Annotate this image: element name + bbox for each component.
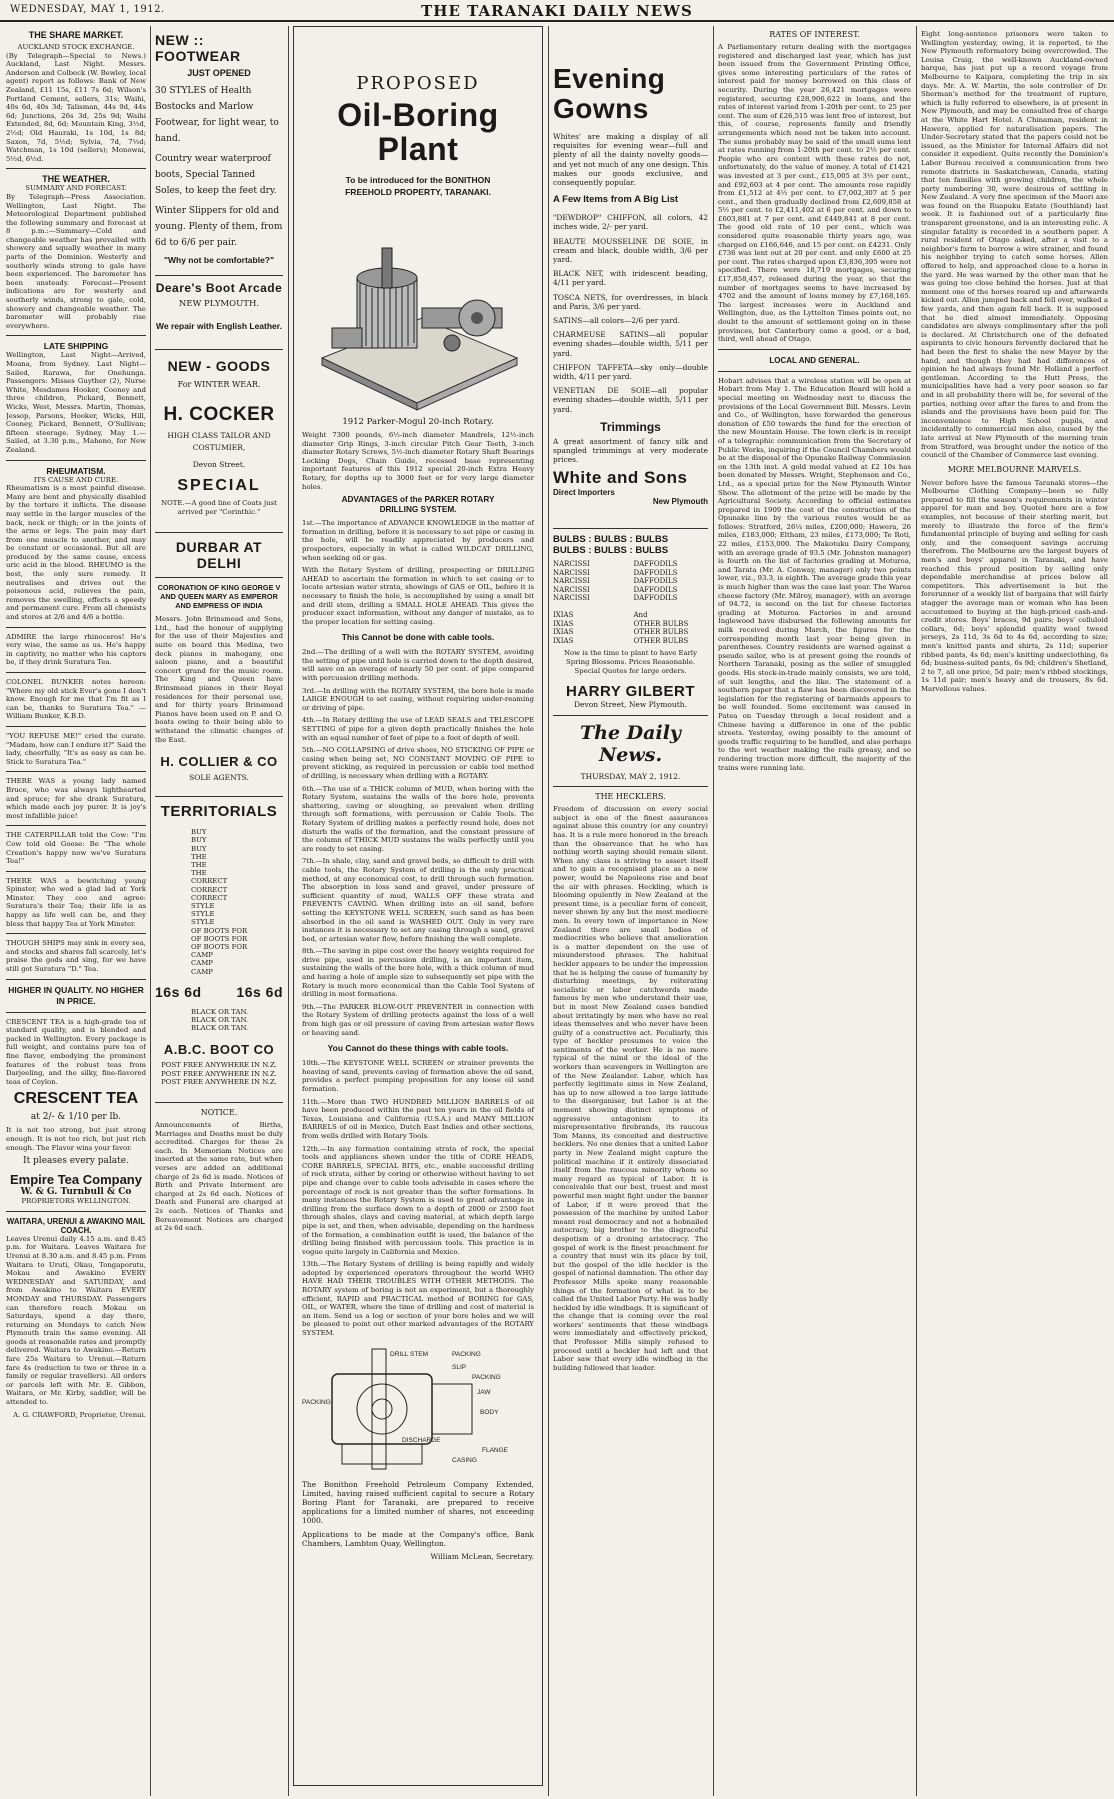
price-left: 16s 6d	[155, 983, 202, 1000]
crescent-price: at 2/- & 1/10 per lb.	[30, 1112, 122, 1123]
news-body-b: Never before have the famous Taranaki stores—the Melbourne Clothing Company—been so fully prepared to fill the season's requirements in winter apparel for man and boy. Quoted here are a few examples, not because of their sterling merit, but merely to illustrate the force of the firm's fundamental principle of buying and selling for cash only, and the consequent savings accruing therefrom. The Melbourne are the largest buyers of men's and boys' apparel in Taranaki, and have reached this proud position by selling only dependable merchandise at prices below all competitors. This advertisement is but the forerunner of a weekly list of bargains that will fairly stagger the average man or woman who has been accustomed to buying at the high-priced cash-and-credit stores. Boys' braces, 9d pairs; boys' celluloid collars, 6d; boys' splendid quality wool tweed jerseys, 2s 11d, 3s 6d to 4s 6d, according to size; men's knitted pants and shirts, 2s 11d; superior ribbed pants, 4s 6d; men's knitting underclothing, 6s 6d; business-suited pants, 6s 9d; children's Shetland, 2 to 7, all one price, 5d pair; men's ribbed stockings, 1s 11d pair; men's heavy and de trousers, 8s 6d. Marvellous values.	[921, 478, 1108, 693]
abc-title: A.B.C. BOOT CO	[163, 1042, 275, 1058]
bulb-left: NARCISSI	[553, 577, 590, 586]
durbar-body: Messrs. John Brinsmead and Sons, Ltd., had the honour of supplying for the use of their Majesties and suite on board this Medina, two deck pianos in mahogany, one saloon piano, and a beautiful concert grand for the music room. The King and Queen have Brinsmead pianos in their Royal residences for their personal use, and for thirty years Brinsmead Pianos have been used on P. and O. boats owing to their being able to withstand the climatic changes of the East.	[155, 615, 283, 744]
ad-signer: William McLean, Secretary.	[430, 1552, 534, 1562]
gilbert-name: HARRY GILBERT	[565, 683, 695, 701]
notice-title: NOTICE.	[200, 1107, 238, 1117]
rates-title: RATES OF INTEREST.	[769, 30, 860, 39]
deare-place: NEW PLYMOUTH.	[178, 299, 260, 309]
cocker-name: H. COCKER	[163, 404, 275, 425]
cocker-place: Devon Street.	[192, 460, 246, 469]
advantage-item: 3rd.—In drilling with the ROTARY SYSTEM, the bore hole is made LARGE ENOUGH to set casing, without requiring under-reaming or driving of pipe.	[302, 686, 534, 712]
hecklers-title: THE HECKLERS.	[595, 792, 666, 802]
bulb-right: OTHER BULBS	[633, 619, 689, 628]
bulb-right: DAFFODILS	[633, 577, 678, 586]
masthead	[0, 0, 1114, 22]
gown-item: CHIFFON TAFFETA—sky only—double width, 4/11 per yard.	[553, 362, 708, 382]
advantage-item: 13th.—The Rotary System of drilling is being rapidly and widely adopted by experienced operators throughout the world WHO HAVE HAD THEIR TROUBLES WITH OTHER METHODS. The ROTARY system of boring is not an experiment, but a thoroughly efficient, RAPID and PRACTICAL method of BORING for GAS, OIL, or WATER, where the time of drilling and cost of material is an item. Send us a log or section of your bore holes and we will be pleased to point out other marked advantages of the ROTARY SYSTEM.	[302, 1260, 534, 1338]
cocker-role: HIGH CLASS TAILOR AND COSTUMIER,	[167, 431, 271, 452]
column-rule	[150, 26, 151, 1796]
territorials-line: STYLE	[191, 901, 215, 910]
column-rule	[713, 26, 714, 1796]
territorials-line: CORRECT	[191, 893, 228, 902]
post-line: POST FREE ANYWHERE IN N.Z.	[161, 1061, 277, 1070]
advantage-item: 9th.—The PARKER BLOW-OUT PREVENTER in connection with the Rotary System of drilling protects against the loss of a well from high gas or oil pressure of caving from artesian water flows or heaving sand.	[302, 1002, 534, 1037]
advantage-item: 7th.—In shale, clay, sand and gravel beds, so difficult to drill with cable tools, the Rotary System of drilling is the only practical method, at any economical cost, to drill through such formation. The absorption in loss sand and gravel, under pressure of sufficient quantity of mud, WALLS OFF these strata and PREVENTS CAVING. When drilling into an oil sand, before setting the KEYSTONE WELL SCREEN, such sand as has been absorbed in the oil sand is WASHED OUT. Only in very rare instances it is necessary to set any casing through a sand, gravel bed, or artesian water flow, before finishing the well complete.	[302, 857, 534, 943]
gown-item: SATINS—all colors—2/6 per yard.	[553, 316, 680, 326]
bulb-right: OTHER BULBS	[633, 636, 689, 645]
bulb-left: NARCISSI	[553, 568, 590, 577]
price-right: 16s 6d	[236, 983, 283, 1000]
durbar-title: DURBAR AT DELHI	[175, 539, 263, 572]
paper-name: The Daily News.	[580, 722, 681, 767]
whites-name: White and Sons	[553, 468, 688, 488]
tan-list	[155, 1008, 283, 1033]
quip-item: THE CATERPILLAR told the Cow: "I'm Cow told old Goose: Be "The whole Creation's happy now we've Suratura Tea!"	[6, 831, 146, 866]
ad-spec: Weight 7300 pounds, 6½-inch diameter Mandrels, 12½-inch diameter Grip Rings, 3-inch circular Pitch Gear Teeth, 3-inch diameter Rotary Screws, 5½-inch diameter Rotary Shaft Bearings Locking Dogs, Chain Guide, recessed base representing important features of this 1912 special 20-inch Extra Heavy Rotary, for depths up to 3000 feet or for very large diameter holes.	[302, 431, 534, 491]
column-5	[718, 26, 911, 1796]
weather-body: By Telegraph—Press Association. Wellington, Last Night. The Meteorological Department published the following summary and forecast at 8 p.m.:—Summary—Cold and changeable weather has prevailed with showery and squally weather in many parts of the Dominion. Westerly and southerly winds strong to gale have been experienced. The barometer has been unsteady. Forecast—Present indications are for westerly and southerly winds, strong to gale, cold, showery and changeable weather. The barometer will probably rise everywhere.	[6, 192, 146, 330]
advantage-item: 6th.—The use of a THICK column of MUD, when boring with the Rotary System, sustains the walls of the bore hole, prevents shattering, caving or sloughing, so prevalent when drilling through soft formations, with percussion or Cable Tools. The Rotary System of drilling makes a perfectly round hole, does not disturb the walls of the formation, and the constant pressure of the column of THICK MUD sustains the walls perfectly until you are ready to set casing.	[302, 784, 534, 853]
territorials-line: BUY	[191, 836, 207, 845]
diagram-label: CASING	[452, 1456, 477, 1464]
quip-item: THERE WAS a bewitching young Spinster, who wed a glad lad at York Minster. They coo and agree: Suratura's their Tea; their life is as happy as life well can be, and they bless that happy Tea at York Minster.	[6, 876, 146, 928]
shipping-body: Wellington, Last Night—Arrived, Moana, from Sydney. Last Night—Sailed, Rarawa, for Onehunga. Passengers: Misses Guyther (2), Nurse White, Mesdames Hooker, Cooney and three children, Pickard, Bennett, Wicks, West, Messrs. Martin, Thomas, Jessop, Parsons, Hooker, Wicks, Hill, Cooney, Pickard, Bennett, O'Sullivan; fifteen steerage. Sydney, May 1.—Sailed, at 3.30 p.m., Maheno, for New Zealand.	[6, 351, 146, 454]
bulbs-note: Now is the time to plant to have Early Spring Blossoms. Prices Reasonable. Special Quotes for large orders.	[563, 649, 698, 675]
advantage-item: With the Rotary System of drilling, prospecting or DRILLING AHEAD to ascertain the formation in which to set casing or to locate artesian water strata, showings of GAS or OIL, before it is necessary to finish the hole, is accomplished by using a small bit and drill stem, drilling a SMALL HOLE AHEAD. This gives the producer exact information, without any danger of mistake, as to the proper location for setting casing.	[302, 566, 534, 626]
special-note: NOTE.—A good line of Coats just arrived per "Corinthic."	[161, 499, 277, 516]
weather-sub: SUMMARY AND FORECAST.	[25, 184, 127, 193]
territorials-line: CORRECT	[191, 877, 228, 886]
diagram-label: PACKING	[472, 1373, 501, 1381]
bulb-left: NARCISSI	[553, 560, 590, 569]
territorials-line: STYLE	[191, 918, 215, 927]
column-3	[293, 26, 543, 1796]
new-goods-sub: For WINTER WEAR.	[177, 380, 261, 389]
paper-date: THURSDAY, MAY 2, 1912.	[580, 772, 681, 782]
advantage-item: 8th.—The saving in pipe cost over the heavy weights required for drive pipe, used in percussion drilling, is an important item, sustaining the walls of the bore hole, with a thick column of mud and having a hole of ample size to subsequently set pipe with the Rotary is much more economical than the Cable Tool System of drilling in most formations.	[302, 947, 534, 999]
hecklers-body: Freedom of discussion on every social subject is one of the finest assurances against abuse this country (or any country) has. It is a rule more honored in the breach than the observance that he who has nothing worth saying should remain silent. When any class is striving to assert itself and to gain a recognised place as a new power, would be Napoleons rise and beat the air with phrases. Heckling, which is blooming opulently in New Zealand at the present time, is a peculiar form of conceit, never shown by any but the most mediocre men. In every town of importance in New Zealand there are small bodies of mediocrities who believe that amelioration is a matter dependent on the use of misunderstood phrases. The habitual heckler appears to be under the impression that he is helping the cause of humanity by disturbing meetings, by reiterating socialistic or labor catchwords made famous by men who understand their use, but in most New Zealand cases bandied about irritatingly by men who have no real ideas themselves and who never have been guilty of a constructive act. Peculiarly, this type of heckler presumes to voice the sentiments of the worker. He is no more typical of the mind or the ideal of the workers than scavengers in Wellington are of the New Zealander. Labor, which has perfectly legitimate aims in New Zealand, has up to now allowed a too large latitude to the disorganiser, but Labor is at the moment showing distinct symptoms of aggressive antagonism to its misrepresentative firebrands, its raucous Tom Manns, its conceited and destructive hecklers. No one denies that a united Labor party in New Zealand might capture the political machine if it entirely dissociated itself from the raucous minority whom so many regard as typical of Labor. It is conceivable that our best, truest and most powerful men might fight under the banner of Labor, if it were proved that the possession of the machine by united Labor meant real democracy and not a hobnailed autocracy, big brother to the disgraceful despotism of a droning aristocracy. The gospel of work is the finest preachment for a country that must win its place by toil, but the gospel of the idle heckler is the gospel of national damnation. The other day Professor Mills spoke many reasonable things of the formation of what is to be called the United Labor Party. He was badly heckled by idle windbags. It is significant of the change that is coming over the real workers' sentiments that these windbags were immediately and effectively pricked, that Professor Mills simply refused to proceed until a heckler had left and that Labor saw that every idle windbag in the building followed that leader.	[553, 805, 708, 1372]
column-4	[553, 26, 708, 1796]
diagram-label: DISCHARGE	[402, 1436, 441, 1444]
bulb-right: DAFFODILS	[633, 568, 678, 577]
quip-item: THOUGH SHIPS may sink in every sea, and stocks and shares fall scarcely, let's praise the gods and sing, for we have still got Suratura "D." Tea.	[6, 939, 146, 974]
ad-headline: Oil-Boring Plant	[337, 97, 499, 167]
column-rule	[916, 26, 917, 1796]
column-rule	[548, 26, 549, 1796]
collier-role: SOLE AGENTS.	[189, 773, 249, 783]
whites-role: Direct Importers	[553, 488, 615, 498]
local-body: Hobart advises that a wireless station will be open at Hobart from May 1. The Education Board will hold a special meeting on Wednesday next to discuss the provisions of the Local Government Bill. Messrs. Levin and Co., of Wellington, have forwarded the generous donation of £50 towards the fund for the erection of the new Mountain House. The town clerk is in receipt of a telegraphic communication from the Secretary of Public Works, inquiring if the Council Chambers would be at the disposal of the Opunake Railway Commission on the 13th inst. A gold medal valued at £2 10s has been donated by Messrs. Wright, Stephenson and Co., Ltd., as a special prize for the New Plymouth Winter Show. The allotment of the prize will be made by the Agricultural Society. According to official estimates prepared in 1909 the cost of the construction of the Opunake line by the various routes would be as follows: Stratford, 26¼ miles, £200,000; Hawera, 26 miles, £183,000; Eltham, 23 miles, £173,000; Te Roti, 22 miles, £153,000. The Makotuku Dairy Company, with an average grade of 93.5 (Mr. Johnston manager) is fourth on the list of factories grading at Moturoa, and Tarata (Mr. A. Conway, manager) only two points lower, viz., 93.3, is eighth. The average grade this year is much higher than was the case last year. The Warea cheese factory (Mr. Milroy, manager), with an average of 94.72, is second on the list for cheese factories grading at Moturoa. Factories in and around Inglewood have disbursed the following amounts for milk received during March, the figures for the corresponding month last year being given in parentheses. Country residents are warned against a pseudo sailor, who is at present going the rounds of Northern Taranaki, posing as the seller of smuggled goods. His stock-in-trade mainly consists, we are told, of suit lengths, and the like. The statement of a southern paper that a flaw has been discovered in the legislation for the registering of barmaids appears to be well founded. Some excitement was caused in Patea on Tuesday through a local resident and a Chinese having a difference in one of the public streets. Yesterday, owing possibly to the amount of goods traffic requiring to be handled, and also perhaps to the wet weather making the rails greasy, and so rendering traction more difficult, the majority of the trains were running late.	[718, 376, 911, 772]
bulb-right	[634, 603, 709, 612]
bulbs-list	[553, 560, 708, 645]
share-market-body: (By Telegraph—Special to News.) Auckland, Last Night. Messrs. Anderson and Colbeck (W. Bewley, local agent) report as follows: Bank of New Zealand, £11 15s, £11 7s 6d; Wilson's Portland Cement, sellers, 31s; Waihi, 40s 6d, 40s 3d; Talisman, 44s 9d, 44s 6d; Junctions, 26s 3d, 25s 9d; Waihi Extended, 8d, 6d; Mountain King, 3½d, 2½d; Old Hauraki, 1s 10d, 1s 8d; Saxon, 7d, 5½d; Sylvia, 7d, 7½d; Watchman, 1s 10d (sellers); Monowai, 5½d, 6½d.	[6, 51, 146, 163]
column-1	[6, 26, 146, 1796]
share-market-title: THE SHARE MARKET.	[28, 30, 124, 40]
territorials-line: BUY	[191, 844, 207, 853]
bulbs-header: BULBS : BULBS : BULBS	[553, 545, 669, 557]
crescent-body: CRESCENT TEA is a high-grade tea of standard quality, and is blended and packed in Wellington. Every package is full weight, and contains pure tea of fine flavor, embodying the prominent features of the robust teas from Darjeeling, and the silky, fine-flavored teas of Ceylon.	[6, 1017, 146, 1086]
gown-item: CHARMEUSE SATINS—all popular evening shades—double width, 5/11 per yard.	[553, 330, 708, 358]
diagram-label: JAW	[477, 1388, 491, 1396]
advantage-item: 12th.—In any formation containing strata of rock, the special tools and appliances shown under the title of CORE HEADS, CORE BARRELS, SPECIAL BITS, etc., enable successful drilling of rock strata, either by coring or otherwise without having to set pipe and change over to cable tools advisable in cases where the percentage of rock is not greater than the softer formations. In many instances the Rotary System is used to great advantage in drilling from the surface down to a depth of 2000 or 2500 feet through shales, clays and caving material, at which depth large pipe is set, and then, when advisable, depending on the hardness of the formation, a combination outfit is used, the balance of the drilling being finished with percussion tools. This practice is in vogue quite largely in California and Mexico.	[302, 1144, 534, 1256]
empire-role: PROPRIETORS WELLINGTON.	[21, 1197, 131, 1206]
shipping-title: LATE SHIPPING	[43, 341, 109, 352]
tan-line: BLACK OR TAN.	[191, 1015, 249, 1024]
quip-item: COLONEL BUNKER notes hereon: "Where my old stick Ever's gone I don't know. Enough for me that I'm fit as I can be, thanks to Suratura Tea." —William Bunker, K.B.D.	[6, 678, 146, 721]
bulb-left: IXIAS	[553, 636, 574, 645]
gown-item: VENETIAN DE SOIE—all popular evening shades—double width, 5/11 per yard.	[553, 386, 708, 414]
territorials-line: CORRECT	[191, 885, 228, 894]
gown-item: TOSCA NETS, for overdresses, in black and Paris, 3/6 per yard.	[553, 292, 708, 311]
durbar-sub: CORONATION OF KING GEORGE V AND QUEEN MARY AS EMPEROR AND EMPRESS OF INDIA	[157, 583, 281, 611]
quip-item: "YOU REFUSE ME!" cried the curate. "Madam, how can I endure it?" Said the lady, cheerfully, "It's as easy as can be. Stick to Suratura Tea."	[6, 731, 146, 766]
news-body-a: Eight long-sentence prisoners were taken to Wellington yesterday, owing, it is reported, to the New Plymouth reformatory being overcrowded. The Louisa Craig, the well-known Auckland-owned barque, has just put up a record voyage from Melbourne to Kaipara, completing the trip in six days. Mr. A. W. Martin, the sole controller of Dr. Sherman's method for the treatment of rupture, which is fully referred to elsewhere, is at present in New Plymouth, and may be consulted free of charge at the White Hart Hotel. A Chinaman, resident in Hawera, applied for naturalisation papers. The Under-Secretary stated that the papers could not be issued, as the Minister for Internal Affairs did not consider it expedient. Quite recently the Dominion's Labor Bureau received a communication from two remote districts in Saskatchewan, Canada, stating that ten families with growing children, the whole party numbering 30, were desirous of settling in New Zealand. A very fine specimen of the Maori axe was found on the Ruapuku Estate (Southland) last week. It is fashioned out of a particularly fine transparent greenstone, and is an interesting relic. A singular fatality is recorded in a southern paper. A rural resident of Otago asked, after a visit to a neighbor's farm to borrow a wire strainer, and found his neighbor trying to catch some horses. Allen offered to help, and approached close to a horse in the yard. He was warned by the other man that he was going too close behind the horses. Just at that moment one of the horses reared up and afterwards kicked out. Allen jumped back and fell over, walked a few yards, and then again fell back. It is supposed that he died almost immediately. Opposing candidates are always complimentary after the poll is declared. At Christchurch one of the defeated aspirants to civic honours fervently declared that he had been the first to shake the new Mayor by the hand, and though they had had differences of opinion he had always found Mr. Holland a perfect gentleman. According to the Hutt Press, the municipalities have had a very poor season so far and in all probability there will be, for several of the parties, nothing over after the fares to and from the islands and the provisions have been paid for. The inconvenience to High School pupils, and incidentally to commercial men also, caused by the late arrival at New Plymouth of the morning train from Stratford, was brought under the notice of the council of the Chamber of Commerce last evening.	[921, 30, 1108, 460]
ad-intro: To be introduced for the BONITHON FREEHOLD PROPERTY, TARANAKI.	[345, 175, 491, 197]
ad-closing: The Bonithon Freehold Petroleum Company Extended, Limited, having raised sufficient capital to secure a Rotary Boring Plant for Taranaki, are prepared to receive applications for a limited number of shares, not exceeding 1000.	[302, 1479, 534, 1526]
bulb-left: IXIAS	[553, 619, 574, 628]
masthead-title: THE TARANAKI DAILY NEWS	[421, 2, 693, 20]
bulb-left: NARCISSI	[553, 594, 590, 603]
rotary-machine-illustration	[302, 208, 534, 413]
bulb-left: IXIAS	[553, 611, 574, 620]
quip-item: THERE WAS a young lady named Bruce, who was always lighthearted and spruce; for she drank Suratura, which made each joy purer. It is joy's most infallible juice!	[6, 777, 146, 820]
advantage-item: 10th.—The KEYSTONE WELL SCREEN or strainer prevents the heaving of sand, prevents caving of formation above the oil sand, provides a perfect pumping proposition for any loose oil sand formation.	[302, 1059, 534, 1093]
territorials-line: STYLE	[191, 910, 215, 919]
rheumatism-title: RHEUMATISM.	[46, 465, 106, 476]
territorials-line: OF BOOTS FOR	[191, 942, 248, 951]
column-6	[921, 26, 1108, 1796]
rheumatism-sub: ITS CAUSE AND CURE.	[33, 475, 119, 484]
gilbert-place: Devon Street, New Plymouth.	[574, 700, 687, 710]
diagram-label: SLIP	[452, 1363, 467, 1371]
bulb-right: DAFFODILS	[633, 594, 678, 603]
rates-body: A Parliamentary return dealing with the mortgages registered and discharged last year, which has just been issued from the Government Printing Office, gives some interesting particulars of the rates of interest paid for money borrowed on this class of security. During the year 26,421 mortgages were registered, securing £28,906,622 in loans, and the rates of interest varied from 1-20th per cent. to 25 per cent. The sum of £26,515 was lent free of interest, but this, of course, represents family and friendly arrangements which need not be taken into account. The sums probably may be said of the small sums lent at rates running from 1-20th per cent. to 2½ per cent. People who are content with these rates do not, unfortunately, do the value of money. A total of £1421 was invested at 3 per cent., £15,005 at 3½ per cent., and £92,603 at 4 per cent. The amounts rose rapidly from £1,512 at 4½ per cent. to £7,002,307 at 5 per cent., and then gradually declined from £2,609,858 at 5½ per cent. to £2,411,402 at 6 per cent. and down to £603,881 at 7 per cent. and £449,841 at 8 per cent. The good old rate of 10 per cent., which was considered quite reasonable thirty years ago, was charged on £166,646, and 15 per cent. on £4231. Only £736 was lent out at 20 per cent. and only £600 at 25 per cent. The rates charged upon £3,836,395 were not specified. There were 18,719 mortgages, securing £17,858,457, released during the year, so that the number of mortgages seems to have increased by 4702 and the amount of loans money by £7,168,165. The largest increases were in Auckland and Wellington, due, as the Lyttelton Times points out, no doubt to the amount of settlement going on in these provinces, but Canterbury came a good, or a bad, third, well ahead of Otago.	[718, 43, 911, 344]
bulb-left: IXIAS	[553, 628, 574, 637]
diagram-label: BODY	[480, 1408, 499, 1416]
gown-item: BLACK NET, with iridescent beading, 4/11 per yard.	[553, 269, 708, 288]
tan-line: BLACK OR TAN.	[191, 1007, 249, 1016]
advantage-item: 4th.—In Rotary drilling the use of LEAD SEALS and TELESCOPE SETTING of pipe for a given depth practically finishes the hole with an equal number of feet of pipe to a foot of depth of well.	[302, 716, 534, 742]
diagram-label: PACKING	[302, 1398, 331, 1406]
gowns-subtitle: A Few Items from A Big List	[553, 194, 679, 206]
special-title: SPECIAL	[177, 477, 261, 494]
territorials-line: CAMP	[191, 951, 213, 960]
empire-owner: W. & G. Turnbull & Co	[20, 1187, 132, 1198]
footwear-title: NEW :: FOOTWEAR	[155, 32, 241, 64]
advantage-item: 2nd.—The drilling of a well with the ROTARY SYSTEM, avoiding the setting of pipe until hole is carried down to the depth desired, will save on an average of nearly 50 per cent. of pipe compared with percussion drilling methods.	[302, 648, 534, 683]
trimmings-title: Trimmings	[600, 419, 661, 434]
bulb-left: NARCISSI	[553, 585, 590, 594]
ad-kicker: PROPOSED	[356, 73, 480, 94]
advantages-title: ADVANTAGES of the PARKER ROTARY DRILLING SYSTEM.	[341, 495, 495, 515]
diagram-label: PACKING	[452, 1350, 481, 1358]
advantage-item: 1st.—The importance of ADVANCE KNOWLEDGE in the matter of formation in drilling, before it is necessary to set pipe or casing in the hole, will be readily appreciated by producers and prospectors, especially in what is called WILDCAT DRILLING, when seeking oil or gas.	[302, 519, 534, 562]
gown-item: BEAUTE MOUSSELINE DE SOIE, in cream and black, double width, 3/6 per yard.	[553, 236, 708, 265]
territorials-line: CAMP	[191, 967, 213, 976]
marvels-title: MORE MELBOURNE MARVELS.	[947, 464, 1082, 474]
collier-name: H. COLLIER & CO	[160, 754, 278, 770]
territorials-line: OF BOOTS FOR	[191, 926, 248, 935]
territorials-line: CAMP	[191, 959, 213, 968]
gowns-title: Evening Gowns	[553, 63, 666, 124]
footwear-body: 30 STYLES of Health Bostocks and Marlow Footwear, for light wear, to hand.	[155, 86, 279, 144]
advantage-item: 11th.—More than TWO HUNDRED MILLION BARRELS of oil have been produced within the past ten years in the oil fields of Texas, Louisiana and California (U.S.A.) and MANY MILLION BARRELS of oil in Mexico, Dutch East Indies and other sections, from wells drilled with Rotary Tools.	[302, 1097, 534, 1140]
tan-line: BLACK OR TAN.	[191, 1024, 249, 1033]
whites-place: New Plymouth	[652, 497, 708, 507]
notice-body: Announcements of Births, Marriages and Deaths must be duly accredited. Charges for these 2s each. In Memoriam Notices are inserted at the same rate, but when verses are added an additional charge of 2s 6d is made. Notices of Birth and Private Interment are charged at 2s 6d each. Notices of Death and Funeral are charged at 2s each. Notices of Thanks and Bereavement Notices are charged at 2s 6d each.	[155, 1120, 283, 1233]
local-title: LOCAL AND GENERAL.	[769, 355, 860, 365]
gown-item-list	[553, 213, 708, 414]
territorials-line: OF BOOTS FOR	[191, 934, 248, 943]
share-market-sub: AUCKLAND STOCK EXCHANGE.	[17, 43, 135, 51]
diagram-label: FLANGE	[482, 1446, 509, 1454]
bulb-right: DAFFODILS	[633, 560, 678, 569]
footwear-body-2: Country wear waterproof boots, Special Tanned Soles, to keep the feet dry.	[155, 154, 277, 196]
mail-coach-body: Leaves Urenui daily 4.15 a.m. and 8.45 p.m. for Waitara. Leaves Waitara for Urenui at 8.30 a.m. and 8.45 p.m. From Waitara to Uruti, Okau, Tongaporutu, Mokau and Awakino EVERY WEDNESDAY and SATURDAY, and from Awakino to Waitara EVERY MONDAY and THURSDAY. Passengers can therefore reach Mokau on Saturdays, spend a day there, returning on Mondays to catch New Plymouth train the same evening. All goods at reasonable rates and promptly delivered. Waitara to Awakino.—Return fare 25s Waitara to Urenui.—Return fare 4s (reduction to two or three in a family or regular travellers). All orders or parcels left with Mr. E. Gibbon, Waitara, or Mr. Kirby, saddler, will be attended to.	[6, 1234, 146, 1407]
oil-boring-ad	[293, 26, 543, 1786]
callout-1: This Cannot be done with cable tools.	[341, 632, 495, 643]
empire-name: Empire Tea Company	[10, 1172, 142, 1188]
quality-title: HIGHER IN QUALITY. NO HIGHER IN PRICE.	[8, 984, 144, 1006]
territorials-title: TERRITORIALS	[160, 803, 278, 821]
blowout-preventer-diagram	[302, 1344, 534, 1474]
footwear-sub: JUST OPENED	[187, 68, 251, 78]
post-line: POST FREE ANYWHERE IN N.Z.	[161, 1077, 277, 1086]
gowns-body: Whites' are making a display of all requisites for evening wear—full and plenty of all the dainty novelty goods—and yet not much of any one design. This makes our goods exclusive, and consequently popular.	[553, 132, 708, 188]
trimmings-body: A great assortment of fancy silk and spangled trimmings at very moderate prices.	[553, 436, 708, 465]
masthead-date: WEDNESDAY, MAY 1, 1912.	[10, 4, 165, 15]
territorials-line: THE	[191, 869, 207, 878]
diagram-label: DRILL STEM	[390, 1350, 429, 1358]
bulb-right: OTHER BULBS	[633, 628, 689, 637]
footwear-body-3: Winter Slippers for old and young. Plenty of them, from 6d to 6/6 per pair.	[155, 206, 283, 248]
mail-coach-title: WAITARA, URENUI & AWAKINO MAIL COACH.	[6, 1216, 146, 1235]
column-2	[155, 26, 283, 1796]
post-list	[155, 1061, 283, 1086]
weather-title: THE WEATHER.	[42, 174, 110, 185]
ad-caption: 1912 Parker-Mogul 20-inch Rotary.	[342, 417, 494, 427]
gown-item: "DEWDROP" CHIFFON, all colors, 42 inches wide, 2/- per yard.	[553, 213, 708, 232]
advantage-item: 5th.—NO COLLAPSING of drive shoes, NO STICKING OF PIPE or casing when being set, NO CONSTANT MOVING OF PIPE to prevent sticking, as required in percussion or cable tool method of drilling, is necessary when drilling with a ROTARY.	[302, 746, 534, 780]
deare-title: Deare's Boot Arcade	[155, 281, 283, 295]
mail-coach-sign: A. G. CRAWFORD, Proprietor, Urenui.	[13, 1410, 146, 1419]
bulb-right: And	[633, 611, 648, 620]
ad-apply: Applications to be made at the Company's office, Bank Chambers, Lambton Quay, Wellington.	[302, 1529, 534, 1548]
post-line: POST FREE ANYWHERE IN N.Z.	[161, 1069, 277, 1078]
territorials-line: THE	[191, 852, 207, 861]
callout-2: You Cannot do these things with cable tools.	[327, 1043, 509, 1054]
footwear-quote: "Why not be comfortable?"	[163, 255, 275, 265]
bulbs-header: BULBS : BULBS : BULBS	[553, 534, 669, 546]
column-rule	[288, 26, 289, 1796]
territorials-line: BUY	[191, 828, 207, 837]
territorials-line: THE	[191, 860, 207, 869]
bulb-right: DAFFODILS	[633, 585, 678, 594]
crescent-tagline: It is not too strong, but just strong enough. It is not too rich, but just rich enough. The Flavor wins your favor.	[6, 1126, 146, 1152]
quip-item: ADMIRE the large rhinoceros! He's very wise, the same as us. He's happy in captivity, no matter who his captors be, if they drink Suratura Tea.	[6, 632, 146, 667]
rheumatism-body: Rheumatism is a most painful disease. Many are bent and physically disabled by the torture it inflicts. The disease may settle in the larger muscles of the back, neck or thigh; or in the joints of the arms or legs. The pain may dart from one muscle to another, and may be constant or occasional. But all are produced by the same cause, excess uric acid in the blood. RHEUMO is the best, the only sure remedy. It neutralises and drives out the poisonous acid, relieves the pain, removes the swelling, effects a speedy and permanent cure. From all chemists and stores at 2/6 and 4/6 a bottle.	[6, 484, 146, 622]
deare-tagline: We repair with English Leather.	[156, 321, 282, 331]
new-goods-title: NEW - GOODS	[167, 358, 271, 374]
territorials-list	[155, 828, 283, 976]
crescent-name: CRESCENT TEA	[13, 1090, 139, 1108]
bulb-left	[553, 603, 628, 612]
crescent-slogan: It pleases every palate.	[23, 1156, 129, 1167]
